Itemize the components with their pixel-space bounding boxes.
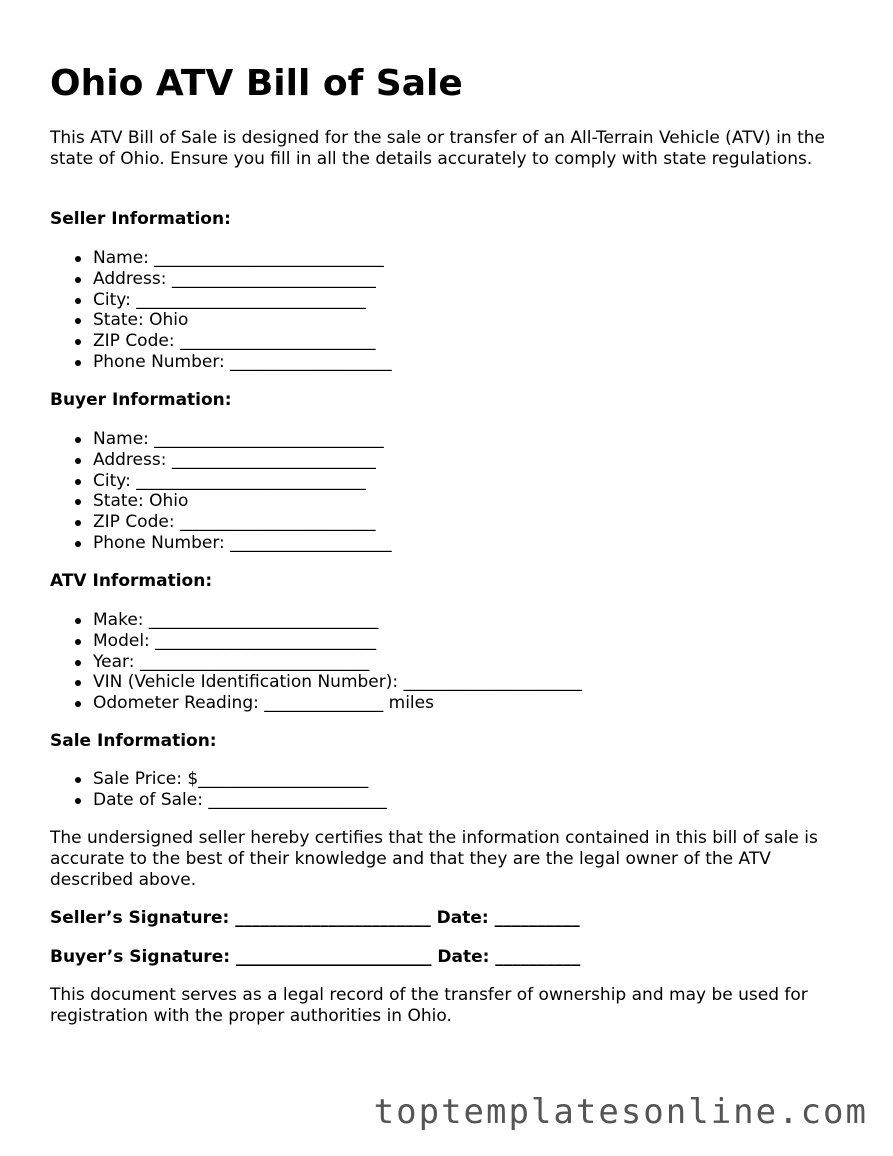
seller-address-field: Address: ________________________ <box>93 269 392 290</box>
buyer-heading: Buyer Information: <box>50 390 232 410</box>
buyer-city-field: City: ___________________________ <box>93 471 392 492</box>
atv-vin-field: VIN (Vehicle Identification Number): _____________________ <box>93 672 583 693</box>
buyer-address-field: Address: ________________________ <box>93 450 392 471</box>
document-title: Ohio ATV Bill of Sale <box>50 63 463 104</box>
sale-heading: Sale Information: <box>50 731 217 751</box>
seller-signature-line: Seller’s Signature: _______________________ Date: __________ <box>50 908 580 928</box>
buyer-signature-line: Buyer’s Signature: _______________________ Date: __________ <box>50 947 581 967</box>
atv-odometer-field: Odometer Reading: ______________ miles <box>93 693 582 714</box>
closing-paragraph: This document serves as a legal record of the transfer of ownership and may be used for registration with the proper authorities in Ohio. <box>50 985 808 1026</box>
atv-model-field: Model: __________________________ <box>93 631 582 652</box>
atv-make-field: Make: ___________________________ <box>93 610 582 631</box>
buyer-fields-list <box>50 429 392 554</box>
certification-paragraph: The undersigned seller hereby certifies that the information contained in this bill of sale is accurate to the best of their knowledge and that they are the legal owner of the ATV described above. <box>50 828 818 890</box>
seller-fields-list <box>50 248 392 373</box>
atv-fields-list <box>50 610 582 714</box>
atv-heading: ATV Information: <box>50 571 213 591</box>
seller-phone-field: Phone Number: ___________________ <box>93 351 392 372</box>
seller-name-field: Name: ___________________________ <box>93 248 392 269</box>
sale-fields-list <box>50 769 387 811</box>
site-watermark: toptemplatesonline.com <box>373 1092 868 1132</box>
seller-heading: Seller Information: <box>50 209 231 229</box>
sale-price-field: Sale Price: $____________________ <box>93 769 387 790</box>
buyer-state-field: State: Ohio <box>93 491 392 512</box>
buyer-zip-field: ZIP Code: _______________________ <box>93 512 392 533</box>
seller-city-field: City: ___________________________ <box>93 290 392 311</box>
buyer-phone-field: Phone Number: ___________________ <box>93 532 392 553</box>
atv-year-field: Year: ___________________________ <box>93 652 582 673</box>
seller-zip-field: ZIP Code: _______________________ <box>93 331 392 352</box>
sale-date-field: Date of Sale: _____________________ <box>93 789 387 810</box>
intro-paragraph: This ATV Bill of Sale is designed for the sale or transfer of an All-Terrain Vehicle (ATV) in the state of Ohio. Ensure you fill in all the details accurately to comply with state regulations. <box>50 128 825 169</box>
seller-state-field: State: Ohio <box>93 310 392 331</box>
buyer-name-field: Name: ___________________________ <box>93 429 392 450</box>
